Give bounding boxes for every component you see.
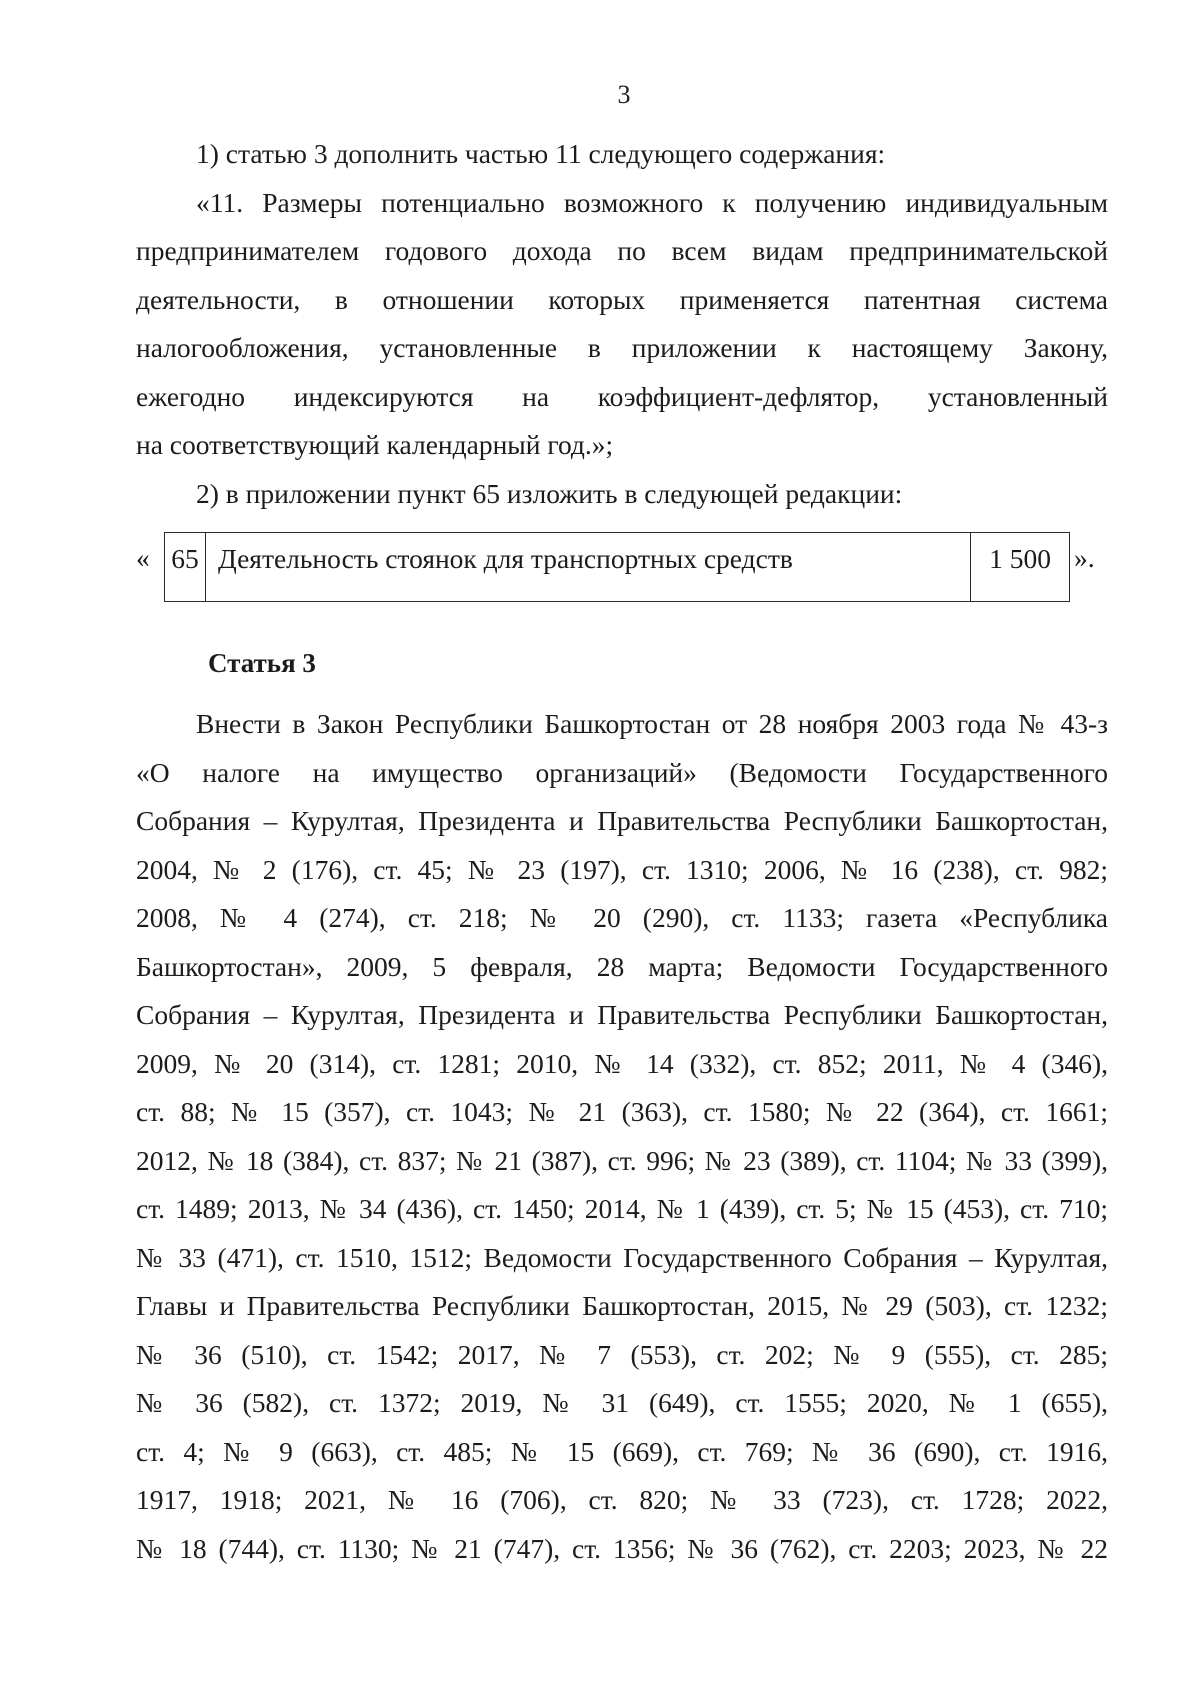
article-3-line: ст. 4; № 9 (663), ст. 485; № 15 (669), ст. 769; № 36 (690), ст. 1916, [136,1435,1108,1467]
article-3-line: ст. 1489; 2013, № 34 (436), ст. 1450; 2014, № 1 (439), ст. 5; № 15 (453), ст. 710; [136,1193,1108,1224]
amendment-item-2-intro: 2) в приложении пункт 65 изложить в следующей редакции: [196,477,903,509]
article-3-line: 2008, № 4 (274), ст. 218; № 20 (290), ст. 1133; газета «Республика [136,902,1108,933]
amendment-item-1-line: на соответствующий календарный год.»; [136,429,614,460]
table-cell-value: 1 500 [989,543,1051,574]
article-3-line: № 36 (582), ст. 1372; 2019, № 31 (649), ст. 1555; 2020, № 1 (655), [136,1387,1108,1418]
article-3-line: Башкортостан», 2009, 5 февраля, 28 марта; Ведомости Государственного [136,950,1108,982]
article-3-line: 1917, 1918; 2021, № 16 (706), ст. 820; № 33 (723), ст. 1728; 2022, [136,1484,1108,1515]
article-3-body [136,700,1108,1573]
article-3-line: «О налоге на имущество организаций» (Ведомости Государственного [136,756,1108,788]
amendment-item-1-line: предпринимателем годового дохода по всем видам предпринимательской [136,235,1108,266]
article-3-line: ст. 88; № 15 (357), ст. 1043; № 21 (363), ст. 1580; № 22 (364), ст. 1661; [136,1096,1108,1127]
article-3-line: Главы и Правительства Республики Башкортостан, 2015, № 29 (503), ст. 1232; [136,1290,1108,1321]
appendix-table-row [136,532,1096,602]
article-3-line: 2009, № 20 (314), ст. 1281; 2010, № 14 (332), ст. 852; 2011, № 4 (346), [136,1047,1108,1079]
amendments-section [136,130,1108,518]
article-3-line: № 18 (744), ст. 1130; № 21 (747), ст. 1356; № 36 (762), ст. 2203; 2023, № 22 [136,1532,1108,1564]
article-3-heading: Статья 3 [208,648,316,678]
page-number: 3 [617,80,631,109]
article-3-line: № 36 (510), ст. 1542; 2017, № 7 (553), ст. 202; № 9 (555), ст. 285; [136,1338,1108,1370]
amendment-item-1-intro: 1) статью 3 дополнить частью 11 следующего содержания: [196,138,886,169]
article-3-line: 2004, № 2 (176), ст. 45; № 23 (197), ст. 1310; 2006, № 16 (238), ст. 982; [136,853,1108,885]
article-3-line: № 33 (471), ст. 1510, 1512; Ведомости Государственного Собрания – Курултая, [136,1241,1108,1273]
table-cell-number: 65 [165,533,206,601]
article-3-line: Внести в Закон Республики Башкортостан от 28 ноября 2003 года № 43-з [196,708,1108,739]
amendment-item-1-line: налогообложения, установленные в приложении к настоящему Закону, [136,332,1108,363]
amendment-item-1-line: «11. Размеры потенциально возможного к получению индивидуальным [196,186,1108,218]
table-quote-close: ». [1074,542,1095,573]
amendment-item-1-line: деятельности, в отношении которых применяется патентная система [136,283,1108,315]
appendix-table [164,532,1070,602]
table-quote-open: « [136,542,150,573]
table-cell-description: Деятельность стоянок для транспортных средств [206,533,971,601]
article-3-line: 2012, № 18 (384), ст. 837; № 21 (387), ст. 996; № 23 (389), ст. 1104; № 33 (399), [136,1144,1108,1176]
amendment-item-1-line: ежегодно индексируются на коэффициент-дефлятор, установленный [136,380,1108,412]
article-3-line: Собрания – Курултая, Президента и Правительства Республики Башкортостан, [136,999,1108,1030]
article-3-line: Собрания – Курултая, Президента и Правительства Республики Башкортостан, [136,805,1108,836]
